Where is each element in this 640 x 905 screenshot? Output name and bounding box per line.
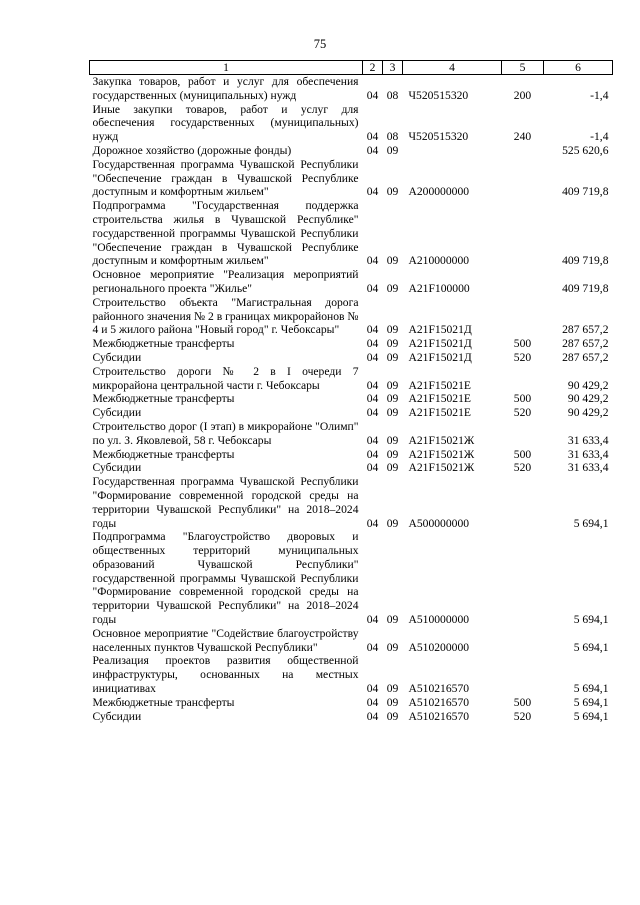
row-section: 04 <box>366 613 379 627</box>
table-row <box>90 199 613 268</box>
row-expense-type: 520 <box>513 461 532 475</box>
header-row <box>90 61 613 75</box>
row-subsection: 09 <box>386 378 399 392</box>
row-name: Подпрограмма "Государственная поддержка строительства жилья в Чувашской Республике" государственной программы Чувашской Республики "Обеспечение граждан в Чувашской Республике доступным и комфортным жильем" <box>92 199 359 268</box>
table-row <box>90 654 613 695</box>
row-subsection: 09 <box>386 281 399 295</box>
row-target-code: Ч520515320 <box>408 88 469 102</box>
table-row <box>90 627 613 655</box>
row-subsection: 08 <box>386 130 399 144</box>
row-name: Закупка товаров, работ и услуг для обеспечения государственных (муниципальных) нужд <box>92 75 359 102</box>
row-target-code: A510000000 <box>408 613 470 627</box>
row-target-code: A510216570 <box>408 695 470 709</box>
row-expense-type: 240 <box>513 130 532 144</box>
row-subsection: 09 <box>386 682 399 696</box>
row-subsection: 09 <box>386 337 399 351</box>
row-section: 04 <box>366 337 379 351</box>
row-name: Дорожное хозяйство (дорожные фонды) <box>92 143 292 157</box>
row-target-code: A21F15021E <box>408 406 471 420</box>
header-cell-rz: 2 <box>363 61 383 75</box>
table-row <box>90 144 613 158</box>
row-amount: 31 633,4 <box>567 433 609 447</box>
row-amount: -1,4 <box>590 130 609 144</box>
row-section: 04 <box>366 695 379 709</box>
row-section: 04 <box>366 281 379 295</box>
row-subsection: 09 <box>386 406 399 420</box>
row-section: 04 <box>366 378 379 392</box>
row-expense-type: 520 <box>513 709 532 723</box>
row-target-code: A510216570 <box>408 709 470 723</box>
budget-table <box>89 60 613 723</box>
row-amount: 5 694,1 <box>573 682 609 696</box>
row-name: Основное мероприятие "Содействие благоустройству населенных пунктов Чувашской Республики" <box>92 626 359 654</box>
table-row <box>90 461 613 475</box>
row-section: 04 <box>366 682 379 696</box>
row-section: 04 <box>366 447 379 461</box>
header-cell-name: 1 <box>90 61 363 75</box>
row-amount: 5 694,1 <box>573 695 609 709</box>
row-section: 04 <box>366 433 379 447</box>
row-target-code: A500000000 <box>408 516 470 530</box>
row-target-code: A21F15021Д <box>408 337 472 351</box>
row-name: Строительство дороги № 2 в I очереди 7 микрорайона центральной части г. Чебоксары <box>92 364 359 392</box>
header-cell-csr: 4 <box>403 61 502 75</box>
row-section: 04 <box>366 640 379 654</box>
row-expense-type <box>502 296 544 337</box>
row-section: 04 <box>366 254 379 268</box>
row-name: Межбюджетные трансферты <box>92 392 235 406</box>
row-expense-type: 200 <box>513 88 532 102</box>
row-target-code: A21F15021Ж <box>408 461 475 475</box>
row-expense-type <box>502 654 544 695</box>
row-amount: 409 719,8 <box>562 185 609 199</box>
row-section: 04 <box>366 709 379 723</box>
row-amount: 287 657,2 <box>562 323 609 337</box>
table-header <box>90 61 613 75</box>
table-row <box>90 392 613 406</box>
row-amount: 409 719,8 <box>562 254 609 268</box>
table-row <box>90 406 613 420</box>
row-target-code: A200000000 <box>408 185 470 199</box>
row-amount: -1,4 <box>590 88 609 102</box>
row-target-code: Ч520515320 <box>408 130 469 144</box>
row-target-code: A21F100000 <box>408 281 470 295</box>
table-body <box>90 75 613 724</box>
row-name: Межбюджетные трансферты <box>92 695 235 709</box>
table-row <box>90 268 613 296</box>
row-expense-type <box>502 158 544 199</box>
row-amount: 5 694,1 <box>573 709 609 723</box>
table-row <box>90 696 613 710</box>
row-amount: 90 429,2 <box>567 378 609 392</box>
row-name: Иные закупки товаров, работ и услуг для обеспечения государственных (муниципальных) нужд <box>92 102 359 144</box>
row-target-code: A21F15021Ж <box>408 447 475 461</box>
row-subsection: 09 <box>386 185 399 199</box>
row-section: 04 <box>366 143 379 157</box>
page-number: 75 <box>313 37 327 51</box>
row-section: 04 <box>366 130 379 144</box>
row-expense-type: 500 <box>513 447 532 461</box>
row-subsection: 09 <box>386 695 399 709</box>
row-expense-type <box>502 268 544 296</box>
row-expense-type: 520 <box>513 406 532 420</box>
row-expense-type: 500 <box>513 392 532 406</box>
row-amount: 5 694,1 <box>573 640 609 654</box>
row-name: Реализация проектов развития общественной инфраструктуры, основанных на местных инициативах <box>92 654 359 696</box>
header-cell-amount: 6 <box>544 61 613 75</box>
row-target-code: A210000000 <box>408 254 470 268</box>
row-subsection: 09 <box>386 447 399 461</box>
table-row <box>90 337 613 351</box>
row-name: Субсидии <box>92 406 142 420</box>
row-name: Межбюджетные трансферты <box>92 447 235 461</box>
header-cell-vr: 5 <box>502 61 544 75</box>
row-subsection: 09 <box>386 613 399 627</box>
row-amount: 90 429,2 <box>567 392 609 406</box>
row-section: 04 <box>366 461 379 475</box>
table-row <box>90 530 613 627</box>
row-target-code: A21F15021Д <box>408 323 472 337</box>
row-subsection: 09 <box>386 392 399 406</box>
table-row <box>90 103 613 144</box>
row-section: 04 <box>366 406 379 420</box>
row-target-code: A21F15021E <box>408 378 471 392</box>
row-name: Государственная программа Чувашской Республики "Обеспечение граждан в Чувашской Республике доступным и комфортным жильем" <box>92 157 359 199</box>
row-name: Государственная программа Чувашской Республики "Формирование современной городской среды на территории Чувашской Республики" на 2018–2024 годы <box>92 475 359 530</box>
row-amount: 5 694,1 <box>573 516 609 530</box>
table-row <box>90 475 613 530</box>
row-amount: 5 694,1 <box>573 613 609 627</box>
row-subsection: 09 <box>386 709 399 723</box>
table-row <box>90 351 613 365</box>
row-expense-type: 500 <box>513 337 532 351</box>
row-name: Субсидии <box>92 709 142 723</box>
row-name: Подпрограмма "Благоустройство дворовых и общественных территорий муниципальных образований Чувашской Республики" государственной программы Чувашской Республики "Формирование современной городской среды на территории Чувашской Республики" на 2018–2024 годы <box>92 530 359 627</box>
row-target-code <box>403 144 502 158</box>
row-subsection: 09 <box>386 433 399 447</box>
row-amount: 90 429,2 <box>567 406 609 420</box>
table-row <box>90 296 613 337</box>
row-name: Субсидии <box>92 350 142 364</box>
row-subsection: 09 <box>386 461 399 475</box>
row-target-code: A21F15021Д <box>408 350 472 364</box>
row-target-code: A21F15021Ж <box>408 433 475 447</box>
row-target-code: A21F15021E <box>408 392 471 406</box>
table-row <box>90 158 613 199</box>
row-expense-type <box>502 144 544 158</box>
row-expense-type <box>502 530 544 627</box>
row-subsection: 09 <box>386 640 399 654</box>
row-subsection: 09 <box>386 254 399 268</box>
table-row <box>90 448 613 462</box>
row-section: 04 <box>366 323 379 337</box>
row-expense-type <box>502 627 544 655</box>
row-section: 04 <box>366 516 379 530</box>
row-expense-type: 520 <box>513 350 532 364</box>
row-subsection: 09 <box>386 350 399 364</box>
header-cell-pr: 3 <box>383 61 403 75</box>
row-expense-type <box>502 475 544 530</box>
row-amount: 409 719,8 <box>562 281 609 295</box>
row-name: Субсидии <box>92 461 142 475</box>
row-subsection: 09 <box>386 516 399 530</box>
row-amount: 287 657,2 <box>562 350 609 364</box>
row-target-code: A510200000 <box>408 640 470 654</box>
table-row <box>90 75 613 103</box>
row-name: Строительство объекта "Магистральная дорога районного значения № 2 в границах микрорайонов № 4 и 5 жилого района "Новый город" г. Чебоксары" <box>92 295 359 337</box>
row-name: Основное мероприятие "Реализация мероприятий регионального проекта "Жилье" <box>92 268 359 295</box>
row-amount: 31 633,4 <box>567 461 609 475</box>
table-row <box>90 365 613 393</box>
row-section: 04 <box>366 392 379 406</box>
row-subsection: 09 <box>386 143 399 157</box>
row-expense-type <box>502 365 544 393</box>
row-subsection: 09 <box>386 323 399 337</box>
row-name: Межбюджетные трансферты <box>92 337 235 351</box>
row-section: 04 <box>366 88 379 102</box>
row-expense-type: 500 <box>513 695 532 709</box>
row-expense-type <box>502 420 544 448</box>
table-row <box>90 420 613 448</box>
row-section: 04 <box>366 185 379 199</box>
row-name: Строительство дорог (I этап) в микрорайоне "Олимп" по ул. З. Яковлевой, 58 г. Чебоксары <box>92 419 359 447</box>
row-amount: 31 633,4 <box>567 447 609 461</box>
table-row <box>90 710 613 724</box>
row-expense-type <box>502 199 544 268</box>
row-amount: 525 620,6 <box>562 143 609 157</box>
row-section: 04 <box>366 350 379 364</box>
row-amount: 287 657,2 <box>562 337 609 351</box>
row-target-code: A510216570 <box>408 682 470 696</box>
row-subsection: 08 <box>386 88 399 102</box>
